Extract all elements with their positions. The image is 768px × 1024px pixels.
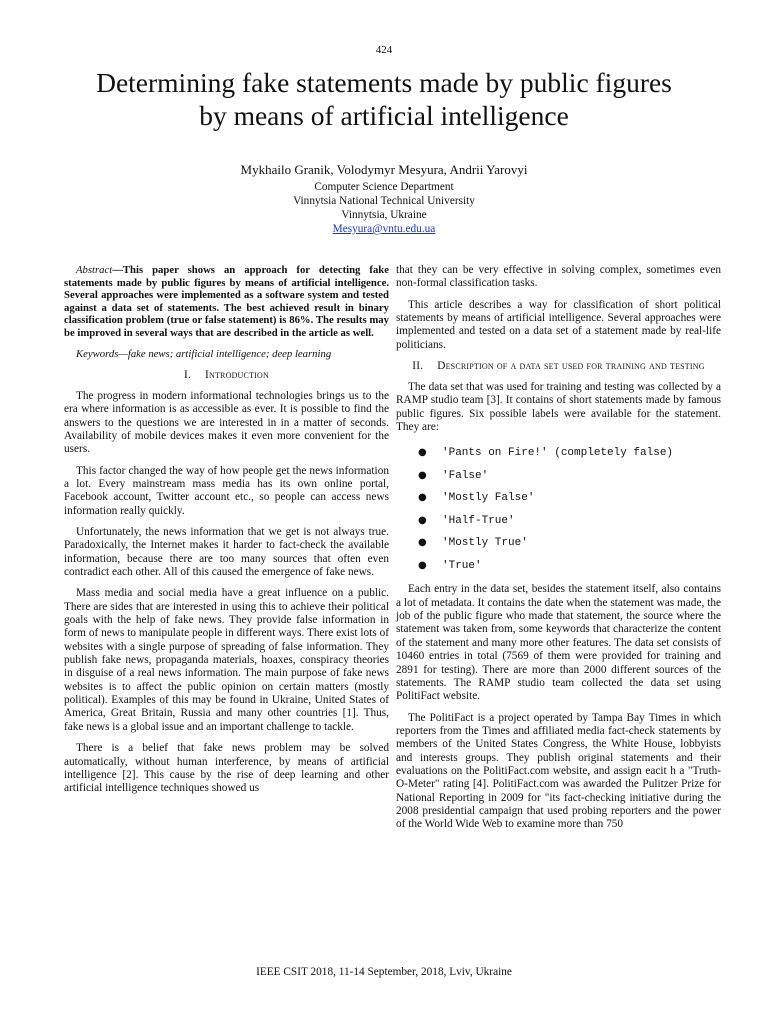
abstract-lead: Abstract bbox=[76, 264, 113, 276]
label-list bbox=[396, 442, 721, 577]
bullet-icon: ● bbox=[418, 469, 427, 481]
affiliation-university: Vinnytsia National Technical University bbox=[293, 195, 475, 207]
page-footer: IEEE CSIT 2018, 11-14 September, 2018, Lviv, Ukraine bbox=[256, 966, 512, 978]
bullet-icon: ● bbox=[418, 447, 427, 459]
label-text: 'Mostly True' bbox=[442, 537, 528, 550]
list-item bbox=[396, 555, 721, 578]
intro-paragraph: Mass media and social media have a great influence on a public. There are sides that are interested in using this to achieve their political goals with the help of fake news. They provide false information in form of news to manipulate people in different ways. There exist lots of websites with a single purpose of spreading of false information. They publish fake news, propaganda materials, hoaxes, conspiracy theories in disguise of a real news information. The main purpose of fake news websites is to affect the public opinion on certain matters (mostly political). Examples of this may be found in Ukraine, United States of America, Great Britain, Russia and many other countries [1]. Thus, fake news is a global issue and an important challenge to tackle. bbox=[64, 587, 389, 733]
list-item bbox=[396, 510, 721, 533]
dataset-paragraph: The data set that was used for training and testing was collected by a RAMP studio team [3]. It contains of short statements made by famous public figures. Six possible labels were available for the statement. They are: bbox=[396, 381, 721, 434]
affiliation-department: Computer Science Department bbox=[314, 181, 454, 193]
section-number: II. bbox=[412, 360, 424, 373]
author-list: Mykhailo Granik, Volodymyr Mesyura, Andrii Yarovyi bbox=[240, 162, 528, 177]
label-text: 'Half-True' bbox=[442, 514, 515, 527]
title-line-2: by means of artificial intelligence bbox=[199, 100, 569, 131]
affiliation-city: Vinnytsia, Ukraine bbox=[341, 209, 427, 221]
dataset-paragraph: Each entry in the data set, besides the statement itself, also contains a lot of metadata. It contains the date when the statement was made, the job of the public figure who made that statement, the source where the statement was taken from, some keywords that characterize the content of the statement and many more other features. The data set consists of 10460 entries in total (7569 of them were provided for training and 2891 for testing). There are more than 2000 different sources of the statements. The RAMP studio team collected the data set using PolitiFact website. bbox=[396, 583, 721, 703]
bullet-icon: ● bbox=[418, 537, 427, 549]
affiliation bbox=[0, 180, 768, 236]
left-column bbox=[64, 264, 389, 804]
abstract-text: —This paper shows an approach for detecting fake statements made by public figures by means of artificial intelligence. Several approaches were implemented as a software system and tested against a data set of statements. The best achieved result in binary classification problem (true or false statement) is 86%. The results may be improved in several ways that are described in the article as well. bbox=[64, 264, 389, 339]
list-item bbox=[396, 532, 721, 555]
section-title: Description of a data set used for training and testing bbox=[437, 360, 705, 373]
abstract bbox=[64, 264, 389, 340]
section-heading-data-set bbox=[396, 360, 721, 373]
list-item bbox=[396, 442, 721, 465]
page-number: 424 bbox=[375, 44, 393, 56]
intro-continuation: that they can be very effective in solving complex, sometimes even non-formal classification tasks. bbox=[396, 264, 721, 290]
label-text: 'False' bbox=[442, 469, 489, 482]
bullet-icon: ● bbox=[418, 514, 427, 526]
intro-paragraph: This factor changed the way of how people get the news information a lot. Every mainstream mass media has its own online portal, Facebook account, Twitter account etc., so people can access news information really quickly. bbox=[64, 464, 389, 517]
paper-title bbox=[40, 66, 728, 132]
keywords: Keywords—fake news; artificial intelligence; deep learning bbox=[76, 347, 332, 360]
right-column bbox=[396, 264, 721, 840]
intro-paragraph: There is a belief that fake news problem may be solved automatically, without human interference, by means of artificial intelligence [2]. This cause by the rise of deep learning and other artificial intelligence techniques showed us bbox=[64, 742, 389, 795]
author-email-link[interactable]: Mesyura@vntu.edu.ua bbox=[332, 223, 436, 235]
intro-paragraph: Unfortunately, the news information that we get is not always true. Paradoxically, the Internet makes it harder to fact-check the available information, because there are too many sources that often even contradict each other. All of this caused the emergence of fake news. bbox=[64, 526, 389, 579]
section-title: Introduction bbox=[205, 368, 269, 381]
bullet-icon: ● bbox=[418, 492, 427, 504]
label-text: 'Mostly False' bbox=[442, 492, 535, 505]
intro-paragraph: The progress in modern informational technologies brings us to the era where information is as accessible as ever. It is possible to find the answers to the questions we are interested in in a matter of seconds. Availability of mobile devices makes it even more convenient for the users. bbox=[64, 389, 389, 456]
section-heading-introduction bbox=[64, 369, 389, 382]
section-number: I. bbox=[184, 368, 192, 381]
label-text: 'True' bbox=[442, 559, 482, 572]
list-item bbox=[396, 487, 721, 510]
list-item bbox=[396, 465, 721, 488]
title-line-1: Determining fake statements made by public figures bbox=[96, 67, 672, 98]
intro-paragraph: This article describes a way for classification of short political statements by means of artificial intelligence. Several approaches were implemented and tested on a data set of a statement made by real-life politicians. bbox=[396, 298, 721, 351]
politifact-paragraph: The PolitiFact is a project operated by Tampa Bay Times in which reporters from the Times and affiliated media fact-check statements by members of the United States Congress, the White House, lobbyists and interests groups. They publish original statements and their evaluations on the PolitiFact.com website, and assign eacit h a "Truth-O-Meter" rating [4]. PolitiFact.com was awarded the Pulitzer Prize for National Reporting in 2009 for "its fact-checking initiative during the 2008 presidential campaign that used probing reporters and the power of the World Wide Web to examine more than 750 bbox=[396, 711, 721, 831]
bullet-icon: ● bbox=[418, 559, 427, 571]
label-text: 'Pants on Fire!' (completely false) bbox=[442, 447, 674, 460]
